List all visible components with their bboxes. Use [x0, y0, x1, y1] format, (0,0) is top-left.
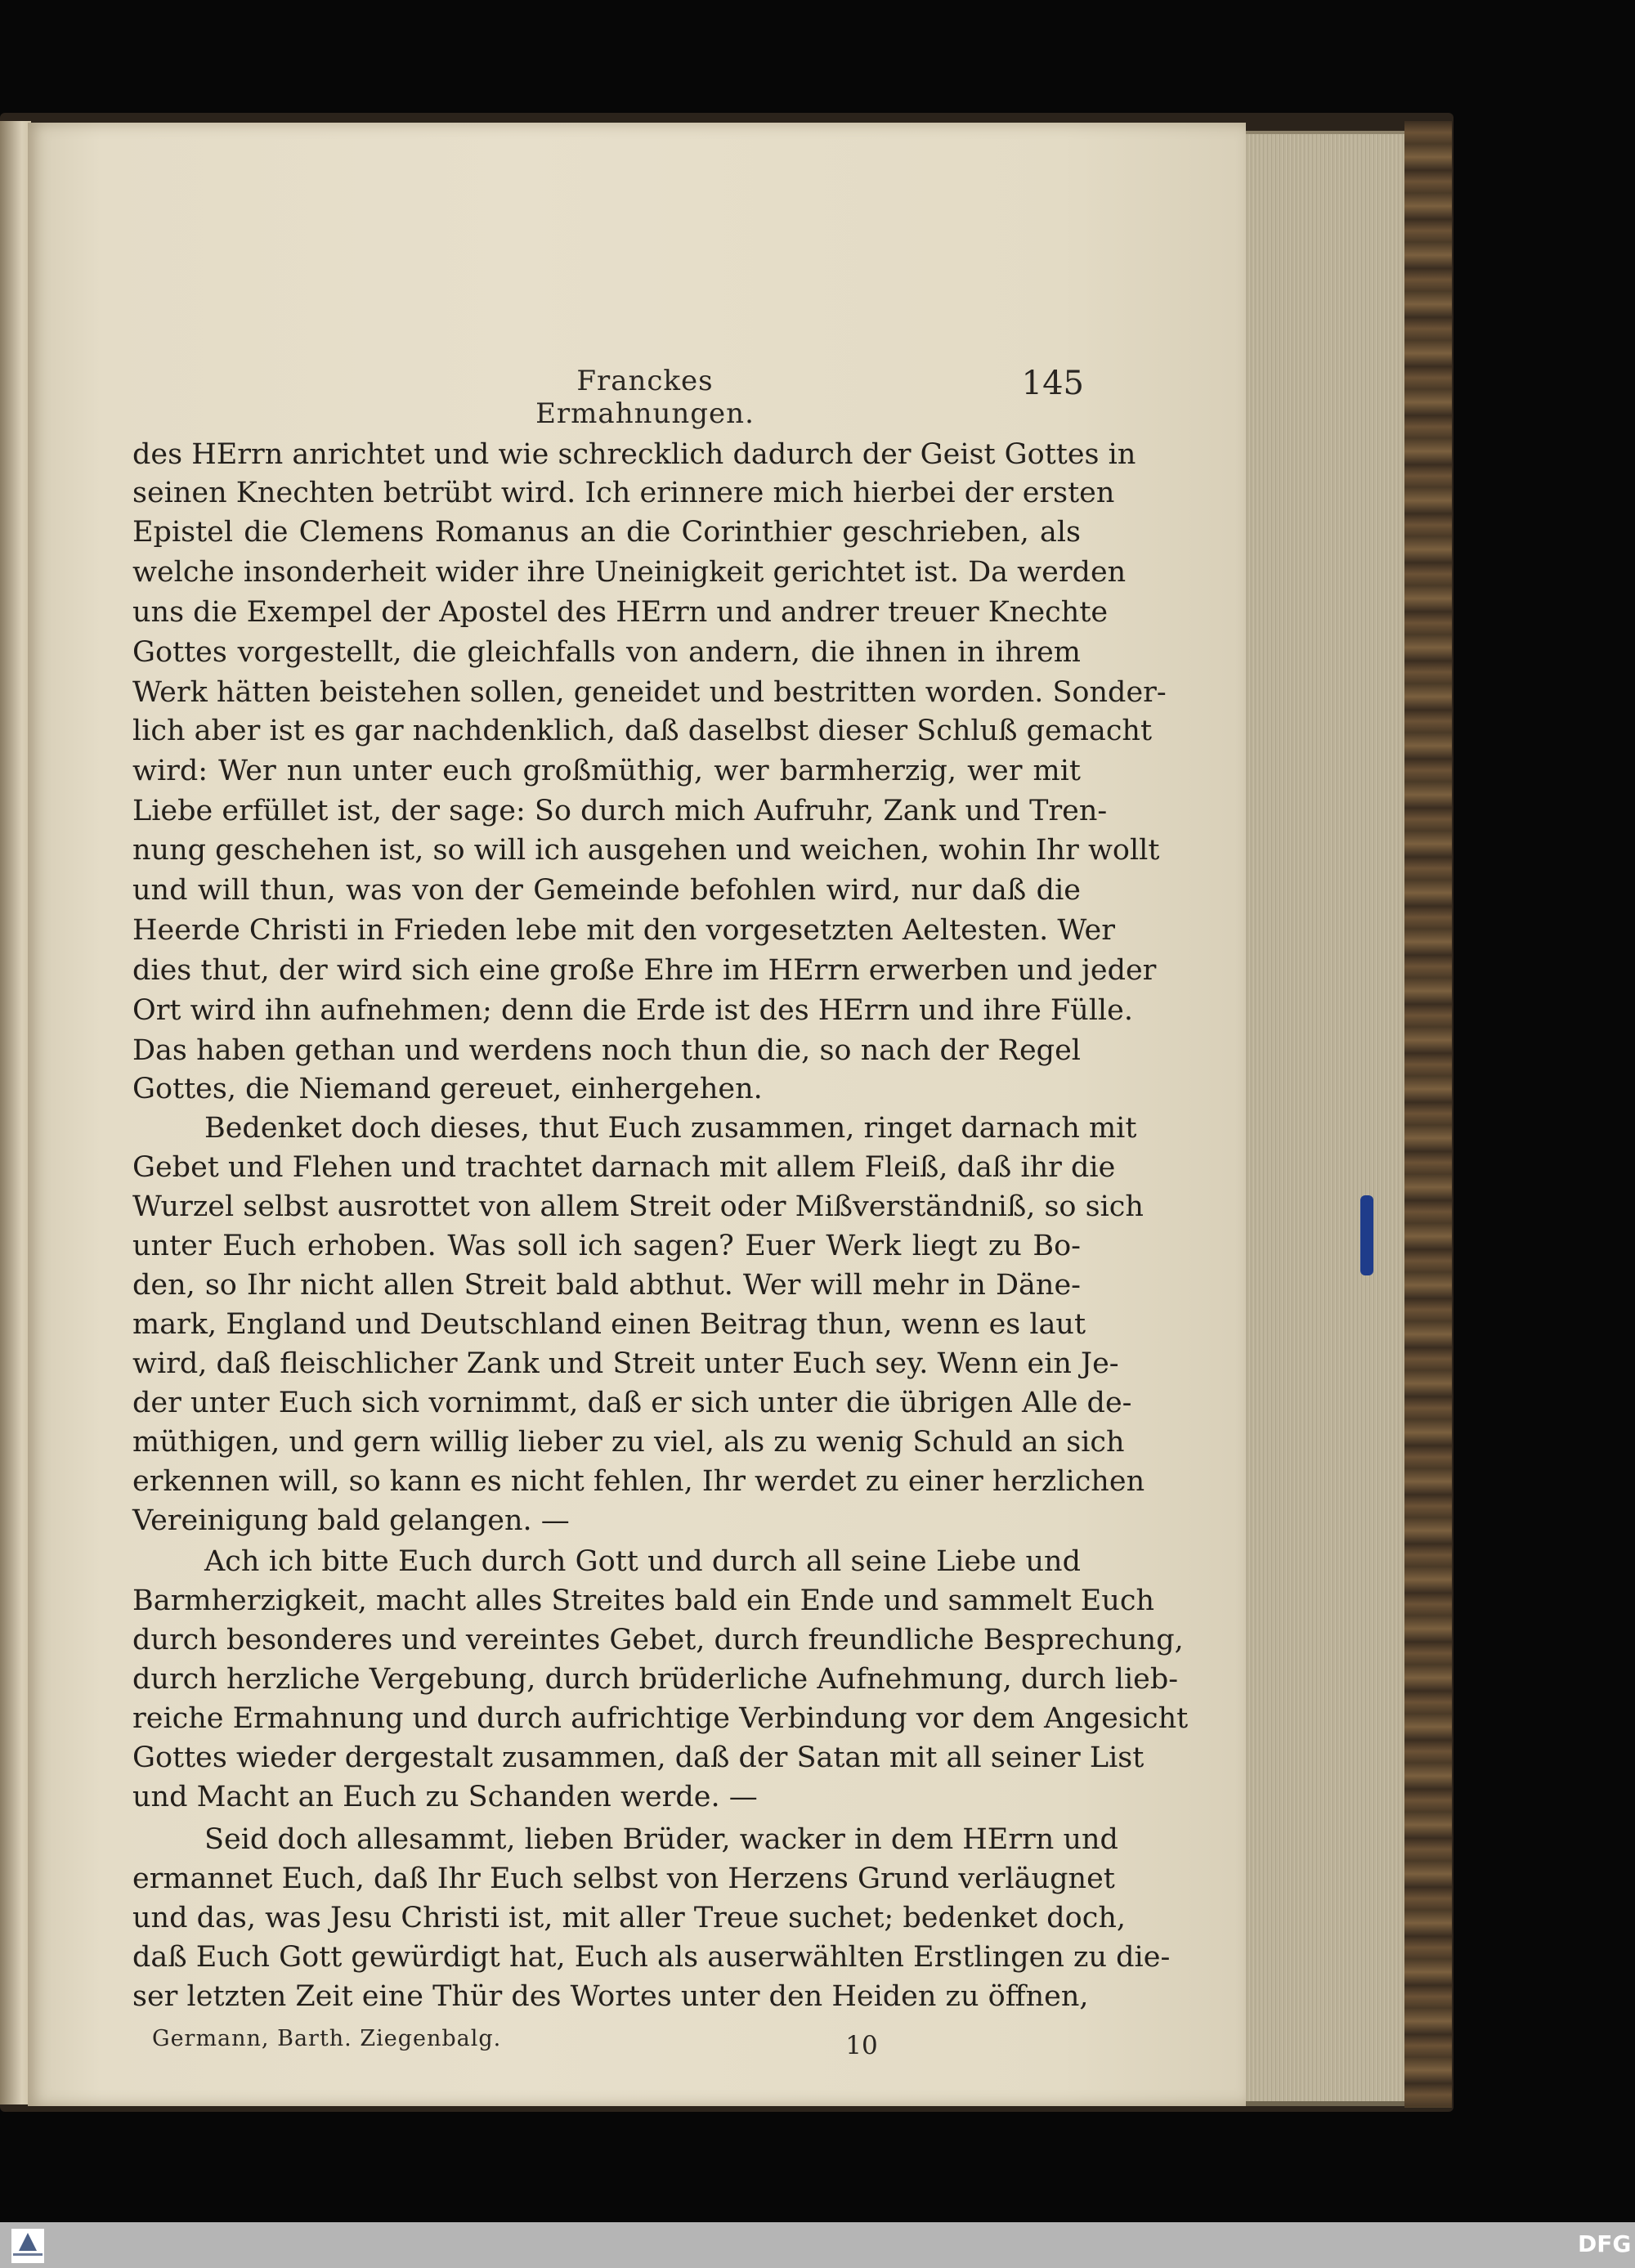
running-title: Franckes Ermahnungen.: [535, 365, 755, 430]
text-line: Barmherzigkeit, macht alles Streites bald ein Ende und sammelt Euch: [132, 1584, 1155, 1617]
marbled-edge: [1404, 121, 1452, 2108]
library-logo-icon: [11, 2229, 44, 2263]
text-line: des HErrn anrichtet und wie schrecklich dadurch der Geist Gottes in: [132, 438, 1136, 471]
text-line: Gottes wieder dergestalt zusammen, daß der Satan mit all seiner List: [132, 1741, 1144, 1774]
text-line: reiche Ermahnung und durch aufrichtige Verbindung vor dem Angesicht: [132, 1702, 1189, 1735]
text-line: müthigen, und gern willig lieber zu viel, als zu wenig Schuld an sich: [132, 1426, 1125, 1459]
logo-text: [13, 2253, 43, 2256]
logo-mark: [19, 2233, 37, 2251]
text-line: wird, daß fleischlicher Zank und Streit unter Euch sey. Wenn ein Je-: [132, 1347, 1119, 1380]
page-number: 145: [1021, 365, 1084, 402]
text-line: und das, was Jesu Christi ist, mit aller Treue suchet; bedenket doch,: [132, 1902, 1126, 1934]
text-line: Gebet und Flehen und trachtet darnach mit allem Fleiß, daß ihr die: [132, 1151, 1116, 1184]
page-stack: [1244, 131, 1404, 2106]
text-line: Das haben gethan und werdens noch thun die, so nach der Regel: [132, 1034, 1081, 1067]
text-line: durch herzliche Vergebung, durch brüderliche Aufnehmung, durch lieb-: [132, 1663, 1179, 1696]
text-line: dies thut, der wird sich eine große Ehre im HErrn erwerben und jeder: [132, 954, 1157, 987]
text-line: Ach ich bitte Euch durch Gott und durch all seine Liebe und: [204, 1545, 1081, 1578]
left-page-edge: [0, 121, 31, 2104]
text-line: wird: Wer nun unter euch großmüthig, wer barmherzig, wer mit: [132, 755, 1081, 787]
signature: Germann, Barth. Ziegenbalg.: [152, 2026, 502, 2051]
text-line: Epistel die Clemens Romanus an die Corinthier geschrieben, als: [132, 516, 1081, 549]
text-line: Werk hätten beistehen sollen, geneidet und bestritten worden. Sonder-: [132, 676, 1167, 709]
text-line: seinen Knechten betrübt wird. Ich erinnere mich hierbei der ersten: [132, 477, 1115, 509]
text-line: Heerde Christi in Frieden lebe mit den vorgesetzten Aeltesten. Wer: [132, 914, 1115, 947]
text-line: der unter Euch sich vornimmt, daß er sich unter die übrigen Alle de-: [132, 1387, 1132, 1419]
text-line: den, so Ihr nicht allen Streit bald abthut. Wer will mehr in Däne-: [132, 1269, 1081, 1302]
text-line: Gottes, die Niemand gereuet, einhergehen.: [132, 1073, 763, 1105]
text-line: Ort wird ihn aufnehmen; denn die Erde ist des HErrn und ihre Fülle.: [132, 994, 1133, 1027]
text-line: lich aber ist es gar nachdenklich, daß daselbst dieser Schluß gemacht: [132, 715, 1153, 747]
text-line: erkennen will, so kann es nicht fehlen, Ihr werdet zu einer herzlichen: [132, 1465, 1145, 1498]
text-line: durch besonderes und vereintes Gebet, durch freundliche Besprechung,: [132, 1624, 1184, 1656]
text-line: Vereinigung bald gelangen. —: [132, 1504, 570, 1537]
text-line: Gottes vorgestellt, die gleichfalls von andern, die ihnen in ihrem: [132, 636, 1081, 669]
text-line: nung geschehen ist, so will ich ausgehen und weichen, wohin Ihr wollt: [132, 834, 1160, 867]
text-line: mark, England und Deutschland einen Beitrag thun, wenn es laut: [132, 1308, 1086, 1341]
text-line: daß Euch Gott gewürdigt hat, Euch als auserwählten Erstlingen zu die-: [132, 1941, 1171, 1974]
sheet-number: 10: [845, 2031, 878, 2060]
footer-bar: [0, 2222, 1635, 2268]
text-line: Wurzel selbst ausrottet von allem Streit oder Mißverständniß, so sich: [132, 1190, 1144, 1223]
text-line: und will thun, was von der Gemeinde befohlen wird, nur daß die: [132, 874, 1081, 907]
text-line: unter Euch erhoben. Was soll ich sagen? Euer Werk liegt zu Bo-: [132, 1230, 1081, 1262]
text-line: ermannet Euch, daß Ihr Euch selbst von Herzens Grund verläugnet: [132, 1862, 1115, 1895]
text-line: und Macht an Euch zu Schanden werde. —: [132, 1781, 758, 1813]
text-line: Bedenket doch dieses, thut Euch zusammen, ringet darnach mit: [204, 1112, 1137, 1145]
bookmark-tab: [1360, 1195, 1373, 1275]
text-line: welche insonderheit wider ihre Uneinigkeit gerichtet ist. Da werden: [132, 556, 1127, 589]
text-line: Seid doch allesammt, lieben Brüder, wacker in dem HErrn und: [204, 1823, 1118, 1856]
book-page: [28, 123, 1246, 2106]
text-line: ser letzten Zeit eine Thür des Wortes unter den Heiden zu öffnen,: [132, 1980, 1089, 2013]
dfg-watermark: DFG: [1578, 2230, 1632, 2257]
text-line: uns die Exempel der Apostel des HErrn und andrer treuer Knechte: [132, 596, 1109, 629]
text-line: Liebe erfüllet ist, der sage: So durch mich Aufruhr, Zank und Tren-: [132, 795, 1108, 827]
